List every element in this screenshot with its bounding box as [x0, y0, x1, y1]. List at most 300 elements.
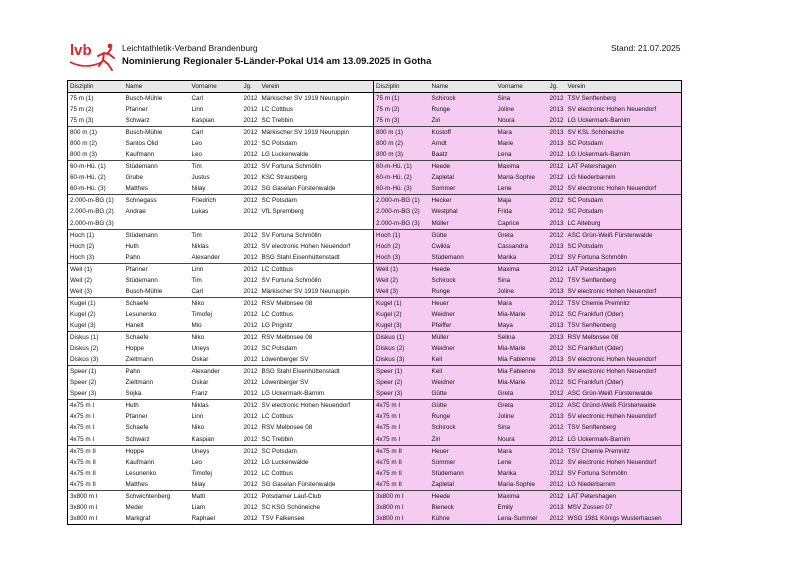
right-name-cell: Weidner	[430, 377, 496, 388]
left-vorname-cell: Oskar	[190, 377, 242, 388]
left-jahrgang-cell: 2012	[242, 457, 260, 468]
table-row	[68, 343, 682, 354]
table-row	[68, 434, 682, 446]
right-jahrgang-cell: 2012	[548, 388, 566, 400]
left-disziplin-cell: 60-m-Hü. (2)	[68, 172, 124, 183]
left-disziplin-cell: 3x800 m I	[68, 502, 124, 513]
table-row	[68, 263, 682, 275]
left-verein-cell: SV Fortuna Schmölln	[260, 275, 374, 286]
left-name-cell: Santos Olid	[124, 138, 190, 149]
left-vorname-cell: Franz	[190, 388, 242, 400]
table-row	[68, 229, 682, 241]
left-name-cell: Stüdemann	[124, 229, 190, 241]
left-vorname-cell: Niko	[190, 331, 242, 343]
left-jahrgang-cell: 2012	[242, 161, 260, 173]
left-disziplin-cell: Weit (1)	[68, 263, 124, 275]
right-verein-cell: LG Uckermark-Barnim	[566, 149, 682, 161]
left-jahrgang-cell: 2012	[242, 400, 260, 412]
left-name-cell: Schnegass	[124, 195, 190, 207]
left-jahrgang-cell: 2012	[242, 263, 260, 275]
runner-head-icon	[108, 44, 113, 49]
left-disziplin-cell: 4x75 m I	[68, 422, 124, 433]
right-vorname-cell: Mara	[496, 127, 548, 139]
left-jahrgang-cell: 2012	[242, 343, 260, 354]
left-jahrgang-cell: 2012	[242, 354, 260, 366]
right-vorname-cell: Lena-Summer	[496, 513, 548, 525]
right-jahrgang-cell: 2012	[548, 252, 566, 264]
right-jahrgang-cell: 2012	[548, 172, 566, 183]
right-disziplin-cell: Hoch (3)	[374, 252, 430, 264]
left-vorname-cell: Uneys	[190, 343, 242, 354]
right-name-cell: Heede	[430, 490, 496, 502]
right-vorname-cell: Sina	[496, 93, 548, 105]
right-vorname-cell: Mia Fabienne	[496, 354, 548, 366]
right-jahrgang-cell: 2012	[548, 468, 566, 479]
right-verein-cell: SV electronic Hohen Neuendorf	[566, 354, 682, 366]
right-verein-cell: SV electronic Hohen Neuendorf	[566, 104, 682, 115]
right-disziplin-cell: 75 m (2)	[374, 104, 430, 115]
right-disziplin-cell: Weit (3)	[374, 286, 430, 298]
right-disziplin-cell: 4x75 m I	[374, 400, 430, 412]
right-disziplin-cell: 75 m (1)	[374, 93, 430, 105]
right-disziplin-cell: 60-m-Hü. (3)	[374, 183, 430, 195]
left-name-cell: Hanelt	[124, 320, 190, 332]
table-row	[68, 422, 682, 433]
right-jahrgang-cell: 2013	[548, 320, 566, 332]
right-vorname-cell: Maxima	[496, 490, 548, 502]
left-jahrgang-cell: 2012	[242, 286, 260, 298]
left-vorname-cell: Timofej	[190, 468, 242, 479]
right-jahrgang-cell: 2013	[548, 218, 566, 230]
right-vorname-cell: Maxima	[496, 263, 548, 275]
left-name-cell: Hoppe	[124, 343, 190, 354]
left-verein-cell: SC Potsdam	[260, 138, 374, 149]
right-verein-cell: WSG 1981 Königs Wusterhausen	[566, 513, 682, 525]
left-jahrgang-cell: 2012	[242, 422, 260, 433]
left-verein-cell: SC Potsdam	[260, 195, 374, 207]
right-disziplin-cell: 4x75 m II	[374, 479, 430, 491]
left-disziplin-cell: Diskus (1)	[68, 331, 124, 343]
left-disziplin-cell: 800 m (2)	[68, 138, 124, 149]
right-vorname-cell: Mara	[496, 297, 548, 309]
left-jahrgang-cell: 2012	[242, 320, 260, 332]
left-name-cell: Pfanner	[124, 104, 190, 115]
right-name-cell: Gütte	[430, 388, 496, 400]
right-disziplin-cell: Hoch (1)	[374, 229, 430, 241]
right-verein-cell: ASC Grün-Weiß Fürstenwalde	[566, 388, 682, 400]
left-vorname-cell: Kaspian	[190, 115, 242, 127]
logo-swoosh-icon	[70, 62, 102, 66]
left-jahrgang-cell: 2012	[242, 149, 260, 161]
table-row	[68, 354, 682, 366]
right-jahrgang-cell: 2012	[548, 115, 566, 127]
left-name-cell: Pfanner	[124, 411, 190, 422]
left-name-cell: Markgraf	[124, 513, 190, 525]
left-name-cell: Lesunenko	[124, 309, 190, 320]
right-name-cell: Heuer	[430, 445, 496, 457]
right-jahrgang-cell: 2012	[548, 275, 566, 286]
right-jahrgang-cell: 2012	[548, 206, 566, 217]
left-verein-cell: LG Uckermark-Barnim	[260, 388, 374, 400]
right-disziplin-cell: Kugel (1)	[374, 297, 430, 309]
left-disziplin-cell: Weit (2)	[68, 275, 124, 286]
left-disziplin-cell: 4x75 m I	[68, 434, 124, 446]
right-name-cell: Baatz	[430, 149, 496, 161]
right-name-cell: Kostoff	[430, 127, 496, 139]
left-disziplin-cell: 800 m (3)	[68, 149, 124, 161]
left-verein-cell: SV Fortuna Schmölln	[260, 229, 374, 241]
left-name-cell: Huth	[124, 400, 190, 412]
left-verein-cell: SC Potsdam	[260, 343, 374, 354]
table-row	[68, 445, 682, 457]
left-vorname-cell: Kaspian	[190, 434, 242, 446]
left-name-cell: Schwarz	[124, 115, 190, 127]
right-name-cell: Zapletal	[430, 172, 496, 183]
left-name-cell: Busch-Mühle	[124, 286, 190, 298]
left-jahrgang-cell: 2012	[242, 502, 260, 513]
right-jahrgang-cell: 2012	[548, 297, 566, 309]
table-row	[68, 241, 682, 252]
left-jahrgang-cell	[242, 218, 260, 230]
left-verein-cell	[260, 218, 374, 230]
right-verein-cell: SC Frankfurt (Oder)	[566, 309, 682, 320]
right-vorname-cell: Greta	[496, 388, 548, 400]
left-jahrgang-cell: 2012	[242, 183, 260, 195]
table-row	[68, 502, 682, 513]
left-disziplin-cell: 75 m (3)	[68, 115, 124, 127]
right-verein-cell: TSV Senftenberg	[566, 275, 682, 286]
table-row	[68, 377, 682, 388]
left-vorname-cell: Oskar	[190, 354, 242, 366]
left-name-cell: Schwichtenberg	[124, 490, 190, 502]
table-row	[68, 468, 682, 479]
left-name-cell: Matthes	[124, 479, 190, 491]
left-jahrgang-cell: 2012	[242, 366, 260, 378]
lvb-logo	[68, 40, 118, 74]
right-name-cell: Hecker	[430, 195, 496, 207]
left-vorname-cell: Mio	[190, 320, 242, 332]
left-jahrgang-cell: 2012	[242, 388, 260, 400]
left-jahrgang-cell: 2012	[242, 138, 260, 149]
left-disziplin-cell: 2.000-m-BG (1)	[68, 195, 124, 207]
right-name-cell: Weidner	[430, 309, 496, 320]
left-verein-cell: SV electronic Hohen Neuendorf	[260, 400, 374, 412]
left-disziplin-cell: Speer (1)	[68, 366, 124, 378]
left-verein-cell: SG Gaselan Fürstenwalde	[260, 183, 374, 195]
right-name-cell: Westphal	[430, 206, 496, 217]
left-jahrgang-cell: 2012	[242, 331, 260, 343]
table-row	[68, 127, 682, 139]
left-vorname-cell: Tim	[190, 161, 242, 173]
left-disziplin-cell: 3x800 m I	[68, 490, 124, 502]
left-verein-cell: LC Cottbus	[260, 263, 374, 275]
left-vorname-cell: Niklas	[190, 400, 242, 412]
right-disziplin-cell: 3x800 m I	[374, 490, 430, 502]
right-vorname-cell: Mia-Marie	[496, 309, 548, 320]
right-jahrgang-cell: 2012	[548, 434, 566, 446]
right-name-cell: Bieneck	[430, 502, 496, 513]
col-header-disziplin-right: Disziplin	[374, 81, 430, 93]
left-verein-cell: Märkischer SV 1919 Neuruppin	[260, 93, 374, 105]
right-name-cell: Schirock	[430, 275, 496, 286]
left-verein-cell: LG Luckenwalde	[260, 149, 374, 161]
right-jahrgang-cell: 2013	[548, 502, 566, 513]
right-verein-cell: SC Frankfurt (Oder)	[566, 343, 682, 354]
right-vorname-cell: Greta	[496, 229, 548, 241]
table-row	[68, 252, 682, 264]
right-disziplin-cell: Speer (1)	[374, 366, 430, 378]
right-disziplin-cell: Weit (1)	[374, 263, 430, 275]
right-name-cell: Ziri	[430, 115, 496, 127]
right-disziplin-cell: 60-m-Hü. (1)	[374, 161, 430, 173]
left-jahrgang-cell: 2012	[242, 229, 260, 241]
left-name-cell: Schaefe	[124, 331, 190, 343]
right-verein-cell: RSV Melbnsee 08	[566, 331, 682, 343]
left-vorname-cell: Timofej	[190, 309, 242, 320]
left-name-cell	[124, 218, 190, 230]
right-disziplin-cell: 800 m (3)	[374, 149, 430, 161]
left-jahrgang-cell: 2012	[242, 275, 260, 286]
right-verein-cell: SC Potsdam	[566, 195, 682, 207]
right-disziplin-cell: Hoch (2)	[374, 241, 430, 252]
left-jahrgang-cell: 2012	[242, 377, 260, 388]
left-vorname-cell: Leo	[190, 457, 242, 468]
right-verein-cell: LG Niederbarnim	[566, 172, 682, 183]
stand-date: Stand: 21.07.2025	[611, 43, 681, 53]
left-disziplin-cell: Diskus (2)	[68, 343, 124, 354]
right-vorname-cell: Maja	[496, 195, 548, 207]
left-disziplin-cell: 75 m (1)	[68, 93, 124, 105]
right-vorname-cell: Mara	[496, 445, 548, 457]
right-verein-cell: ASC Grün-Weiß Fürstenwalde	[566, 229, 682, 241]
left-vorname-cell: Raphael	[190, 513, 242, 525]
right-jahrgang-cell: 2013	[548, 104, 566, 115]
left-vorname-cell: Carl	[190, 93, 242, 105]
right-verein-cell: LAT Petershagen	[566, 263, 682, 275]
left-jahrgang-cell: 2012	[242, 93, 260, 105]
right-disziplin-cell: Diskus (1)	[374, 331, 430, 343]
table-row	[68, 183, 682, 195]
table-row	[68, 513, 682, 525]
right-disziplin-cell: 800 m (2)	[374, 138, 430, 149]
left-verein-cell: TSV Falkensee	[260, 513, 374, 525]
table-row	[68, 286, 682, 298]
right-verein-cell: TSV Chemie Premnitz	[566, 297, 682, 309]
left-name-cell: Schwarz	[124, 434, 190, 446]
right-vorname-cell: Sina	[496, 275, 548, 286]
right-verein-cell: LC Alteburg	[566, 218, 682, 230]
right-name-cell: Keil	[430, 354, 496, 366]
right-vorname-cell: Maxima	[496, 161, 548, 173]
right-disziplin-cell: 4x75 m I	[374, 422, 430, 433]
right-verein-cell: SV Fortuna Schmölln	[566, 468, 682, 479]
right-name-cell: Stüdemann	[430, 468, 496, 479]
table-row	[68, 320, 682, 332]
left-verein-cell: SC Potsdam	[260, 445, 374, 457]
right-jahrgang-cell: 2012	[548, 229, 566, 241]
left-name-cell: Busch-Mühle	[124, 93, 190, 105]
left-disziplin-cell: Speer (3)	[68, 388, 124, 400]
col-header-name-left: Name	[124, 81, 190, 93]
table-row	[68, 366, 682, 378]
left-disziplin-cell: 60-m-Hü. (1)	[68, 161, 124, 173]
col-header-name-right: Name	[430, 81, 496, 93]
right-jahrgang-cell: 2012	[548, 377, 566, 388]
right-disziplin-cell: 2.000-m-BG (1)	[374, 195, 430, 207]
table-row	[68, 206, 682, 217]
right-verein-cell: SC Potsdam	[566, 206, 682, 217]
left-verein-cell: LG Prignitz	[260, 320, 374, 332]
right-vorname-cell: Sina	[496, 422, 548, 433]
left-vorname-cell: Lukas	[190, 206, 242, 217]
left-disziplin-cell: Kugel (1)	[68, 297, 124, 309]
left-verein-cell: SC Trebbin	[260, 115, 374, 127]
right-jahrgang-cell: 2012	[548, 149, 566, 161]
right-jahrgang-cell: 2013	[548, 354, 566, 366]
table-row	[68, 161, 682, 173]
right-name-cell: Arndt	[430, 138, 496, 149]
left-disziplin-cell: 60-m-Hü. (3)	[68, 183, 124, 195]
left-vorname-cell: Leo	[190, 138, 242, 149]
left-jahrgang-cell: 2012	[242, 445, 260, 457]
right-name-cell: Möller	[430, 218, 496, 230]
left-verein-cell: KSC Strausberg	[260, 172, 374, 183]
col-header-vorname-left: Vorname	[190, 81, 242, 93]
right-jahrgang-cell: 2013	[548, 411, 566, 422]
right-vorname-cell: Joline	[496, 286, 548, 298]
organization-name: Leichtathletik-Verband Brandenburg	[122, 43, 258, 53]
left-name-cell: Zieltmann	[124, 377, 190, 388]
right-jahrgang-cell: 2012	[548, 93, 566, 105]
right-name-cell: Weidner	[430, 343, 496, 354]
right-vorname-cell: Lena	[496, 149, 548, 161]
right-verein-cell: SV electronic Hohen Neuendorf	[566, 411, 682, 422]
left-disziplin-cell: 4x75 m II	[68, 468, 124, 479]
left-verein-cell: LC Cottbus	[260, 411, 374, 422]
table-row	[68, 331, 682, 343]
left-name-cell: Hoppe	[124, 445, 190, 457]
left-name-cell: Lesunenko	[124, 468, 190, 479]
table-row	[68, 297, 682, 309]
right-verein-cell: SV KSL Schöneiche	[566, 127, 682, 139]
left-name-cell: Kaufmann	[124, 457, 190, 468]
left-verein-cell: LC Cottbus	[260, 104, 374, 115]
right-jahrgang-cell: 2013	[548, 286, 566, 298]
right-name-cell: Zapletal	[430, 479, 496, 491]
left-verein-cell: SG Gaselan Fürstenwalde	[260, 479, 374, 491]
right-name-cell: Keil	[430, 366, 496, 378]
left-vorname-cell: Justus	[190, 172, 242, 183]
page-title: Nominierung Regionaler 5-Länder-Pokal U14 am 13.09.2025 in Gotha	[122, 56, 432, 67]
left-vorname-cell: Alexander	[190, 366, 242, 378]
left-jahrgang-cell: 2012	[242, 479, 260, 491]
left-disziplin-cell: Diskus (3)	[68, 354, 124, 366]
left-verein-cell: SC Trebbin	[260, 434, 374, 446]
left-verein-cell: SV electronic Hohen Neuendorf	[260, 241, 374, 252]
right-jahrgang-cell: 2012	[548, 513, 566, 525]
left-vorname-cell: Linn	[190, 104, 242, 115]
right-disziplin-cell: Kugel (3)	[374, 320, 430, 332]
left-name-cell: Pahn	[124, 366, 190, 378]
left-vorname-cell: Friedrich	[190, 195, 242, 207]
left-vorname-cell: Alexander	[190, 252, 242, 264]
col-header-vorname-right: Vorname	[496, 81, 548, 93]
left-jahrgang-cell: 2012	[242, 513, 260, 525]
right-disziplin-cell: Speer (2)	[374, 377, 430, 388]
left-disziplin-cell: Weit (3)	[68, 286, 124, 298]
left-disziplin-cell: 800 m (1)	[68, 127, 124, 139]
right-verein-cell: SV Fortuna Schmölln	[566, 252, 682, 264]
left-vorname-cell: Linn	[190, 411, 242, 422]
table-row	[68, 490, 682, 502]
left-vorname-cell: Liam	[190, 502, 242, 513]
right-name-cell: Gütte	[430, 400, 496, 412]
nomination-table	[67, 80, 682, 525]
right-disziplin-cell: 800 m (1)	[374, 127, 430, 139]
left-jahrgang-cell: 2012	[242, 241, 260, 252]
left-verein-cell: BSG Stahl Eisenhüttenstadt	[260, 252, 374, 264]
right-vorname-cell: Emily	[496, 502, 548, 513]
right-disziplin-cell: 60-m-Hü. (2)	[374, 172, 430, 183]
left-name-cell: Stüdemann	[124, 161, 190, 173]
table-row	[68, 218, 682, 230]
left-verein-cell: RSV Melbnsee 08	[260, 331, 374, 343]
right-disziplin-cell: 3x800 m I	[374, 502, 430, 513]
right-verein-cell: LAT Petershagen	[566, 161, 682, 173]
left-vorname-cell: Linn	[190, 263, 242, 275]
left-verein-cell: LC Cottbus	[260, 309, 374, 320]
right-jahrgang-cell: 2013	[548, 241, 566, 252]
left-jahrgang-cell: 2012	[242, 411, 260, 422]
left-name-cell: Huth	[124, 241, 190, 252]
right-vorname-cell: Marika	[496, 252, 548, 264]
left-vorname-cell: Carl	[190, 127, 242, 139]
table-row	[68, 275, 682, 286]
runner-icon	[98, 49, 114, 70]
left-name-cell: Zieltmann	[124, 354, 190, 366]
right-vorname-cell: Noura	[496, 434, 548, 446]
left-vorname-cell: Matti	[190, 490, 242, 502]
right-disziplin-cell: 2.000-m-BG (2)	[374, 206, 430, 217]
left-jahrgang-cell: 2012	[242, 468, 260, 479]
left-disziplin-cell: 4x75 m II	[68, 445, 124, 457]
right-name-cell: Schirock	[430, 93, 496, 105]
right-vorname-cell: Maria-Sophie	[496, 172, 548, 183]
left-disziplin-cell: 3x800 m I	[68, 513, 124, 525]
right-name-cell: Sommer	[430, 457, 496, 468]
right-vorname-cell: Mia Fabienne	[496, 366, 548, 378]
right-disziplin-cell: 4x75 m II	[374, 457, 430, 468]
right-jahrgang-cell: 2013	[548, 138, 566, 149]
table-row	[68, 388, 682, 400]
left-vorname-cell: Niko	[190, 422, 242, 433]
right-verein-cell: SV electronic Hohen Neuendorf	[566, 183, 682, 195]
right-disziplin-cell: 4x75 m I	[374, 434, 430, 446]
right-jahrgang-cell: 2012	[548, 479, 566, 491]
col-header-jg-right: Jg.	[548, 81, 566, 93]
left-jahrgang-cell: 2012	[242, 195, 260, 207]
right-vorname-cell: Joline	[496, 104, 548, 115]
table-row	[68, 115, 682, 127]
right-jahrgang-cell: 2012	[548, 161, 566, 173]
left-verein-cell: SC KSG Schöneiche	[260, 502, 374, 513]
right-jahrgang-cell: 2012	[548, 263, 566, 275]
right-jahrgang-cell: 2012	[548, 490, 566, 502]
left-verein-cell: Löwenberger SV	[260, 354, 374, 366]
left-vorname-cell: Uneys	[190, 445, 242, 457]
table-row	[68, 149, 682, 161]
left-verein-cell: RSV Melbnsee 08	[260, 422, 374, 433]
